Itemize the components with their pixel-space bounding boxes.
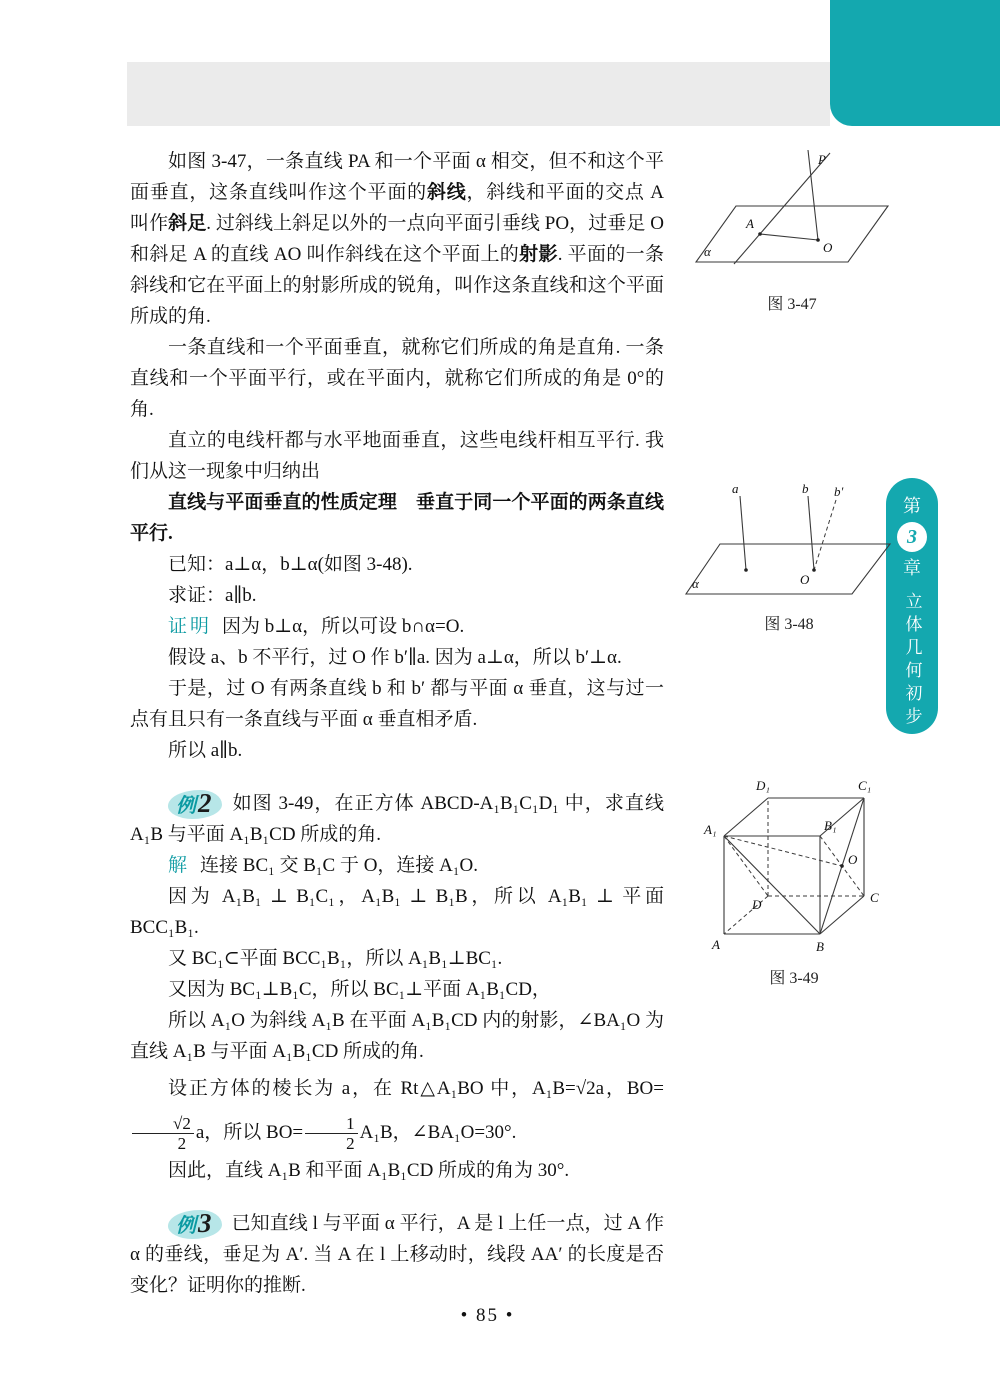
page-number: • 85 • — [460, 1305, 515, 1326]
figure-caption: 图 3-48 — [764, 616, 814, 633]
fraction-denominator: 2 — [346, 1134, 355, 1154]
label-alpha: α — [692, 576, 699, 591]
point-O-dot — [816, 238, 820, 242]
label-P: P — [818, 152, 826, 167]
label-D: D — [752, 897, 762, 912]
label-b-prime: b′ — [834, 484, 844, 499]
solution-line-5: 所以 A₁O 为斜线 A₁B 在平面 A₁B₁CD 内的射影，∠BA₁O 为直线 A₁B 与平面 A₁B₁CD 所成的角. — [130, 1010, 664, 1063]
label-A: A — [712, 937, 720, 952]
text-run: 设正方体的棱长为 a，在 Rt△A₁BO 中，A₁B=√2a，BO= — [168, 1078, 664, 1100]
solution-conclusion: 因此，直线 A₁B 和平面 A₁B₁CD 所成的角为 30°. — [168, 1160, 570, 1182]
text-run: a，所以 BO= — [195, 1122, 304, 1144]
text-run: . 过斜线上斜足以外的一点向平面引垂线 PO，过垂足 O 和斜足 A 的直线 AO 叫作斜线在这个平面上的 — [130, 213, 664, 265]
text-run: 连接 BC₁ 交 B₁C 于 O，连接 A₁O. — [200, 855, 478, 877]
point-O-dot — [840, 864, 844, 868]
label-A1: A₁ — [704, 822, 717, 837]
theorem-statement: 直线与平面垂直的性质定理 垂直于同一个平面的两条直线平行. — [130, 492, 664, 544]
fraction-one-half — [305, 1114, 358, 1154]
fraction-denominator: 2 — [177, 1134, 187, 1154]
label-a: a — [732, 482, 739, 496]
fig47-drawing — [690, 148, 894, 280]
example-3-badge — [168, 1210, 222, 1239]
label-A: A — [746, 216, 754, 231]
solution-line-math — [130, 1067, 664, 1155]
example-number: 3 — [198, 1208, 212, 1239]
projection-segment-AO — [760, 234, 818, 240]
label-B1: B₁ — [824, 818, 837, 833]
solution-line-4: 又因为 BC₁⊥B₁C，所以 BC₁⊥平面 A₁B₁CD， — [168, 979, 551, 1001]
label-O: O — [800, 572, 810, 587]
line-b — [808, 496, 814, 570]
example-label: 例 — [176, 795, 196, 818]
figure-3-47 — [690, 148, 894, 314]
paragraph-right-angle: 一条直线和一个平面垂直，就称它们所成的角是直角. 一条直线和一个平面平行，或在平面内，就称它们所成的角是 0°的角. — [130, 337, 664, 420]
main-text-column — [130, 146, 664, 1301]
oblique-line-PA — [734, 153, 830, 264]
perpendicular-line-PO — [808, 150, 818, 240]
bold-term-sheying: 射影 — [519, 244, 558, 265]
text-run: 如图 3-47，一条直线 PA 和一个平面 α 相交，但不和这个平面垂直，这条直线叫作这个平面的 — [130, 151, 664, 203]
prove-line: 求证：a∥b. — [168, 585, 257, 606]
fig48-drawing — [684, 482, 894, 600]
example-label: 例 — [176, 1215, 196, 1238]
diagonal-A1B — [724, 836, 820, 934]
fig47-lines — [734, 150, 830, 264]
figure-caption: 图 3-49 — [769, 970, 819, 987]
label-D1: D₁ — [756, 778, 770, 793]
label-alpha: α — [704, 244, 711, 259]
chapter-suffix: 章 — [903, 558, 921, 578]
example-3-block — [130, 1208, 664, 1301]
text-run: 如图 3-49，在正方体 ABCD-A₁B₁C₁D₁ 中，求直线 A₁B 与平面 A₁B₁CD 所成的角. — [130, 793, 664, 846]
chapter-title: 立体几何初步 — [902, 592, 922, 730]
fraction-numerator: 1 — [305, 1114, 358, 1135]
fig48-lines — [740, 496, 836, 572]
proof-label: 证明 — [168, 616, 213, 637]
text-run: A₁B，∠BA₁O=30°. — [359, 1122, 517, 1144]
paragraph-oblique-line — [130, 146, 664, 332]
point-O-dot — [812, 568, 816, 572]
chapter-number-badge: 3 — [897, 522, 927, 552]
figure-3-49 — [692, 772, 896, 988]
solution-line-2: 因为 A₁B₁ ⊥ B₁C₁，A₁B₁ ⊥ B₁B，所以 A₁B₁ ⊥ 平面 BCC₁B₁. — [130, 886, 664, 939]
proof-line-2: 假设 a、b 不平行，过 O 作 b′∥a. 因为 a⊥α，所以 b′⊥α. — [168, 647, 622, 668]
fraction-numerator: √2 — [132, 1114, 194, 1135]
header-gray-band — [127, 62, 830, 126]
label-C: C — [870, 890, 879, 905]
label-b: b — [802, 482, 809, 496]
example-2-badge — [168, 790, 222, 819]
example-2-block — [130, 788, 664, 1186]
proof-line-1 — [130, 611, 664, 642]
bold-term-xiexian: 斜线 — [426, 182, 467, 203]
label-O: O — [848, 852, 858, 867]
example-2-head — [130, 788, 664, 850]
text-run: ，斜线和平面的交点 A 叫作 — [130, 182, 664, 234]
label-O: O — [823, 240, 833, 255]
segment-A1O — [724, 836, 842, 866]
text-run: . 平面的一条斜线和它在平面上的射影所成的锐角，叫作这条直线和这个平面所成的角. — [130, 244, 664, 327]
label-C1: C₁ — [858, 778, 872, 793]
bold-term-xiezu: 斜足 — [168, 213, 207, 234]
figure-caption: 图 3-47 — [767, 296, 817, 313]
label-B: B — [816, 939, 824, 954]
proof-conclusion: 所以 a∥b. — [168, 740, 243, 761]
point-A-dot — [758, 232, 762, 236]
solution-line-3: 又 BC₁⊂平面 BCC₁B₁，所以 A₁B₁⊥BC₁. — [168, 948, 503, 970]
proof-line-3: 于是，过 O 有两条直线 b 和 b′ 都与平面 α 垂直，这与过一点有且只有一条直线与平面 α 垂直相矛盾. — [130, 678, 664, 730]
paragraph-utility-poles: 直立的电线杆都与水平地面垂直，这些电线杆相互平行. 我们从这一现象中归纳出 — [130, 430, 664, 482]
text-run: 因为 b⊥α，所以可设 b∩α=O. — [222, 616, 465, 637]
figure-3-48 — [684, 482, 894, 634]
foot-of-a-dot — [744, 568, 748, 572]
plane-alpha-outline — [696, 206, 888, 262]
solution-line-1 — [130, 850, 664, 881]
text-run: 已知直线 l 与平面 α 平行，A 是 l 上任一点，过 A 作 α 的垂线，垂足为 A′. 当 A 在 l 上移动时，线段 AA′ 的长度是否变化？证明你的推断. — [130, 1213, 664, 1297]
given-line: 已知：a⊥α，b⊥α(如图 3-48). — [168, 554, 413, 575]
fig49-drawing — [692, 772, 896, 954]
example-3-head — [130, 1208, 664, 1301]
line-a — [740, 496, 746, 570]
fraction-sqrt2-over-2 — [132, 1114, 194, 1154]
line-b-prime — [814, 500, 836, 570]
chapter-prefix: 第 — [903, 496, 921, 516]
plane-alpha-outline — [686, 544, 890, 594]
header-teal-block — [830, 0, 1000, 126]
solution-label: 解 — [168, 855, 191, 877]
example-number: 2 — [198, 788, 212, 819]
